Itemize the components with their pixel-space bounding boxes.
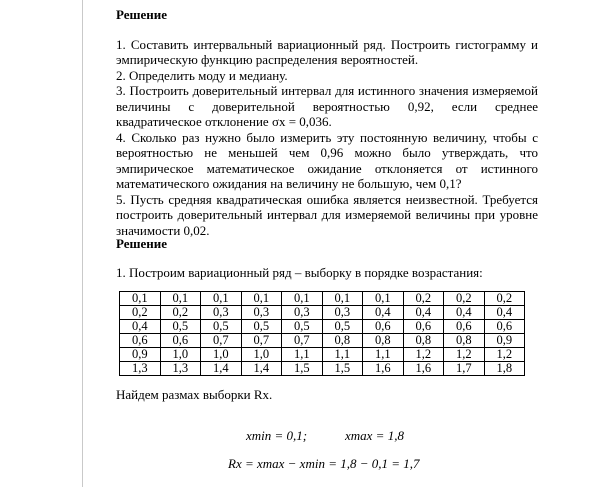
table-cell: 0,1	[363, 292, 404, 306]
table-cell: 0,4	[363, 306, 404, 320]
equation-range: Rx = xmax − xmin = 1,8 − 0,1 = 1,7	[228, 456, 420, 471]
table-cell: 1,6	[363, 362, 404, 376]
table-cell: 1,3	[160, 362, 201, 376]
table-cell: 0,6	[484, 320, 525, 334]
table-cell: 1,0	[201, 348, 242, 362]
page-margin-line	[82, 0, 83, 487]
table-cell: 0,5	[160, 320, 201, 334]
table-row	[120, 334, 525, 348]
table-cell: 0,4	[120, 320, 161, 334]
table-cell: 1,7	[444, 362, 485, 376]
table-cell: 0,1	[282, 292, 323, 306]
table-cell: 0,9	[120, 348, 161, 362]
task-section	[116, 7, 538, 238]
table-cell: 1,6	[403, 362, 444, 376]
task-item-5: 5. Пусть средняя квадратическая ошибка является неизвестной. Требуется построить доверительный интервал для измеряемой величины при уровне значимости 0,02.	[116, 191, 538, 238]
table-cell: 0,2	[160, 306, 201, 320]
table-row	[120, 306, 525, 320]
equation-xmax: xmax = 1,8	[345, 428, 404, 443]
table-row	[120, 362, 525, 376]
solution-heading: Решение	[116, 236, 168, 251]
solution-intro: 1. Построим вариационный ряд – выборку в порядке возрастания:	[116, 264, 483, 280]
table-cell: 0,6	[120, 334, 161, 348]
section-heading: Решение	[116, 7, 168, 22]
table-cell: 1,5	[282, 362, 323, 376]
table-cell: 1,1	[282, 348, 323, 362]
task-item-1: 1. Составить интервальный вариационный ряд. Построить гистограмму и эмпирическую функцию распределения вероятностей.	[116, 36, 538, 67]
variation-series-table	[119, 291, 525, 376]
table-cell: 0,7	[282, 334, 323, 348]
table-cell: 0,7	[201, 334, 242, 348]
table-cell: 0,1	[201, 292, 242, 306]
table-cell: 0,9	[484, 334, 525, 348]
task-list	[116, 37, 538, 239]
table-cell: 0,1	[322, 292, 363, 306]
table-cell: 0,1	[120, 292, 161, 306]
table-cell: 0,1	[160, 292, 201, 306]
table-cell: 1,1	[322, 348, 363, 362]
table-cell: 1,8	[484, 362, 525, 376]
table-cell: 0,2	[484, 292, 525, 306]
table-row	[120, 292, 525, 306]
solution-section	[116, 236, 538, 403]
table-cell: 0,3	[282, 306, 323, 320]
table-cell: 0,6	[444, 320, 485, 334]
table-cell: 0,2	[120, 306, 161, 320]
table-cell: 0,6	[403, 320, 444, 334]
task-item-2: 2. Определить моду и медиану.	[116, 67, 288, 83]
table-cell: 0,4	[484, 306, 525, 320]
table-cell: 0,3	[322, 306, 363, 320]
table-cell: 0,5	[201, 320, 242, 334]
table-cell: 0,8	[322, 334, 363, 348]
task-item-4: 4. Сколько раз нужно было измерить эту постоянную величину, чтобы с вероятностью не меньшей чем 0,96 можно было утверждать, что эмпирическое математическое ожидание отклоняется от истинного математического ожидания на величину не большую, чем 0,1?	[116, 129, 538, 191]
table-cell: 1,2	[444, 348, 485, 362]
table-cell: 0,5	[322, 320, 363, 334]
table-cell: 1,3	[120, 362, 161, 376]
table-cell: 0,6	[363, 320, 404, 334]
table-cell: 0,8	[444, 334, 485, 348]
table-cell: 1,4	[241, 362, 282, 376]
table-cell: 1,0	[160, 348, 201, 362]
table-cell: 0,8	[363, 334, 404, 348]
table-row	[120, 320, 525, 334]
table-cell: 0,2	[403, 292, 444, 306]
table-cell: 0,5	[241, 320, 282, 334]
equation-xmin: xmin = 0,1;	[246, 428, 308, 443]
table-cell: 0,4	[403, 306, 444, 320]
table-cell: 1,0	[241, 348, 282, 362]
table-cell: 1,2	[484, 348, 525, 362]
table-cell: 1,4	[201, 362, 242, 376]
table-cell: 0,2	[444, 292, 485, 306]
table-cell: 0,8	[403, 334, 444, 348]
range-text: Найдем размах выборки Rx.	[116, 387, 273, 402]
table-cell: 1,5	[322, 362, 363, 376]
table-cell: 0,3	[201, 306, 242, 320]
table-cell: 0,1	[241, 292, 282, 306]
table-row	[120, 348, 525, 362]
table-cell: 0,6	[160, 334, 201, 348]
table-cell: 0,3	[241, 306, 282, 320]
table-cell: 1,1	[363, 348, 404, 362]
table-cell: 0,7	[241, 334, 282, 348]
table-cell: 1,2	[403, 348, 444, 362]
table-cell: 0,5	[282, 320, 323, 334]
task-item-3: 3. Построить доверительный интервал для истинного значения измеряемой величины с доверительной вероятностью 0,92, если среднее квадратическое отклонение σx = 0,036.	[116, 83, 538, 129]
table-cell: 0,4	[444, 306, 485, 320]
